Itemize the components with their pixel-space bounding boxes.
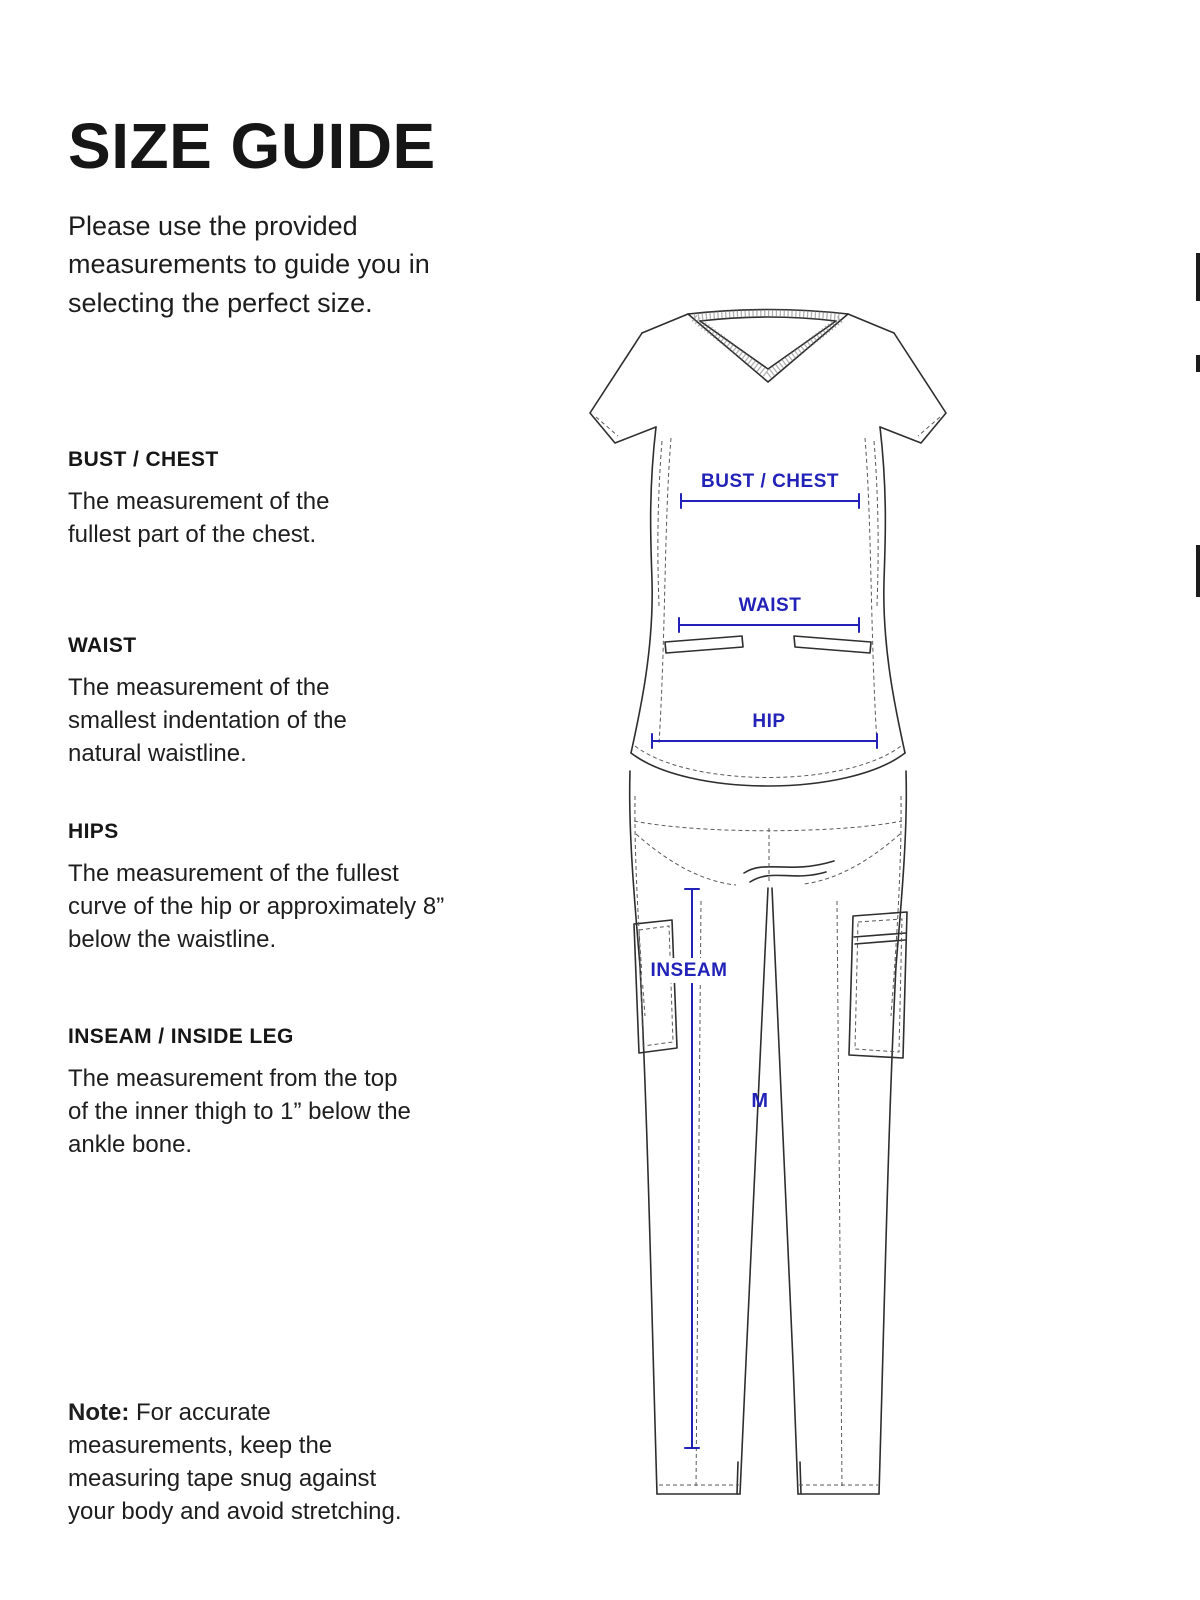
section-bust-chest xyxy=(68,448,368,552)
note-body: For accurate measurements, keep the measuring tape snug against your body and avoid stretching. xyxy=(68,1399,402,1526)
page-title: SIZE GUIDE xyxy=(68,109,436,182)
edge-artifact xyxy=(1196,545,1200,597)
size-letter-label: M xyxy=(751,1090,769,1112)
section-body: The measurement of the fullest part of the chest. xyxy=(68,488,330,548)
bust-chest-measure-label: BUST / CHEST xyxy=(701,471,839,492)
waist-measure-label: WAIST xyxy=(738,595,802,616)
section-body: The measurement of the fullest curve of the hip or approximately 8” below the waistline. xyxy=(68,860,445,953)
scrubs-technical-drawing xyxy=(538,276,998,1526)
intro-text: Please use the provided measurements to guide you in selecting the perfect size. xyxy=(68,211,430,318)
section-heading: HIPS xyxy=(68,820,119,843)
section-hips xyxy=(68,820,453,957)
edge-artifact xyxy=(1196,253,1200,301)
note-label: Note: xyxy=(68,1399,130,1426)
inseam-measure-label: INSEAM xyxy=(650,960,728,981)
section-body: The measurement from the top of the inner thigh to 1” below the ankle bone. xyxy=(68,1065,411,1158)
section-inseam xyxy=(68,1025,423,1162)
section-waist xyxy=(68,634,398,771)
collar-ribbing xyxy=(694,313,842,375)
section-body: The measurement of the smallest indentation of the natural waistline. xyxy=(68,674,347,767)
edge-artifact xyxy=(1196,355,1200,372)
pants-outline xyxy=(630,771,907,1494)
size-diagram xyxy=(538,276,998,1526)
section-heading: INSEAM / INSIDE LEG xyxy=(68,1025,294,1048)
section-heading: BUST / CHEST xyxy=(68,448,219,471)
note-text xyxy=(68,1396,413,1528)
section-heading: WAIST xyxy=(68,634,137,657)
label-backgrounds xyxy=(642,468,839,983)
hip-measure-label: HIP xyxy=(752,711,786,732)
